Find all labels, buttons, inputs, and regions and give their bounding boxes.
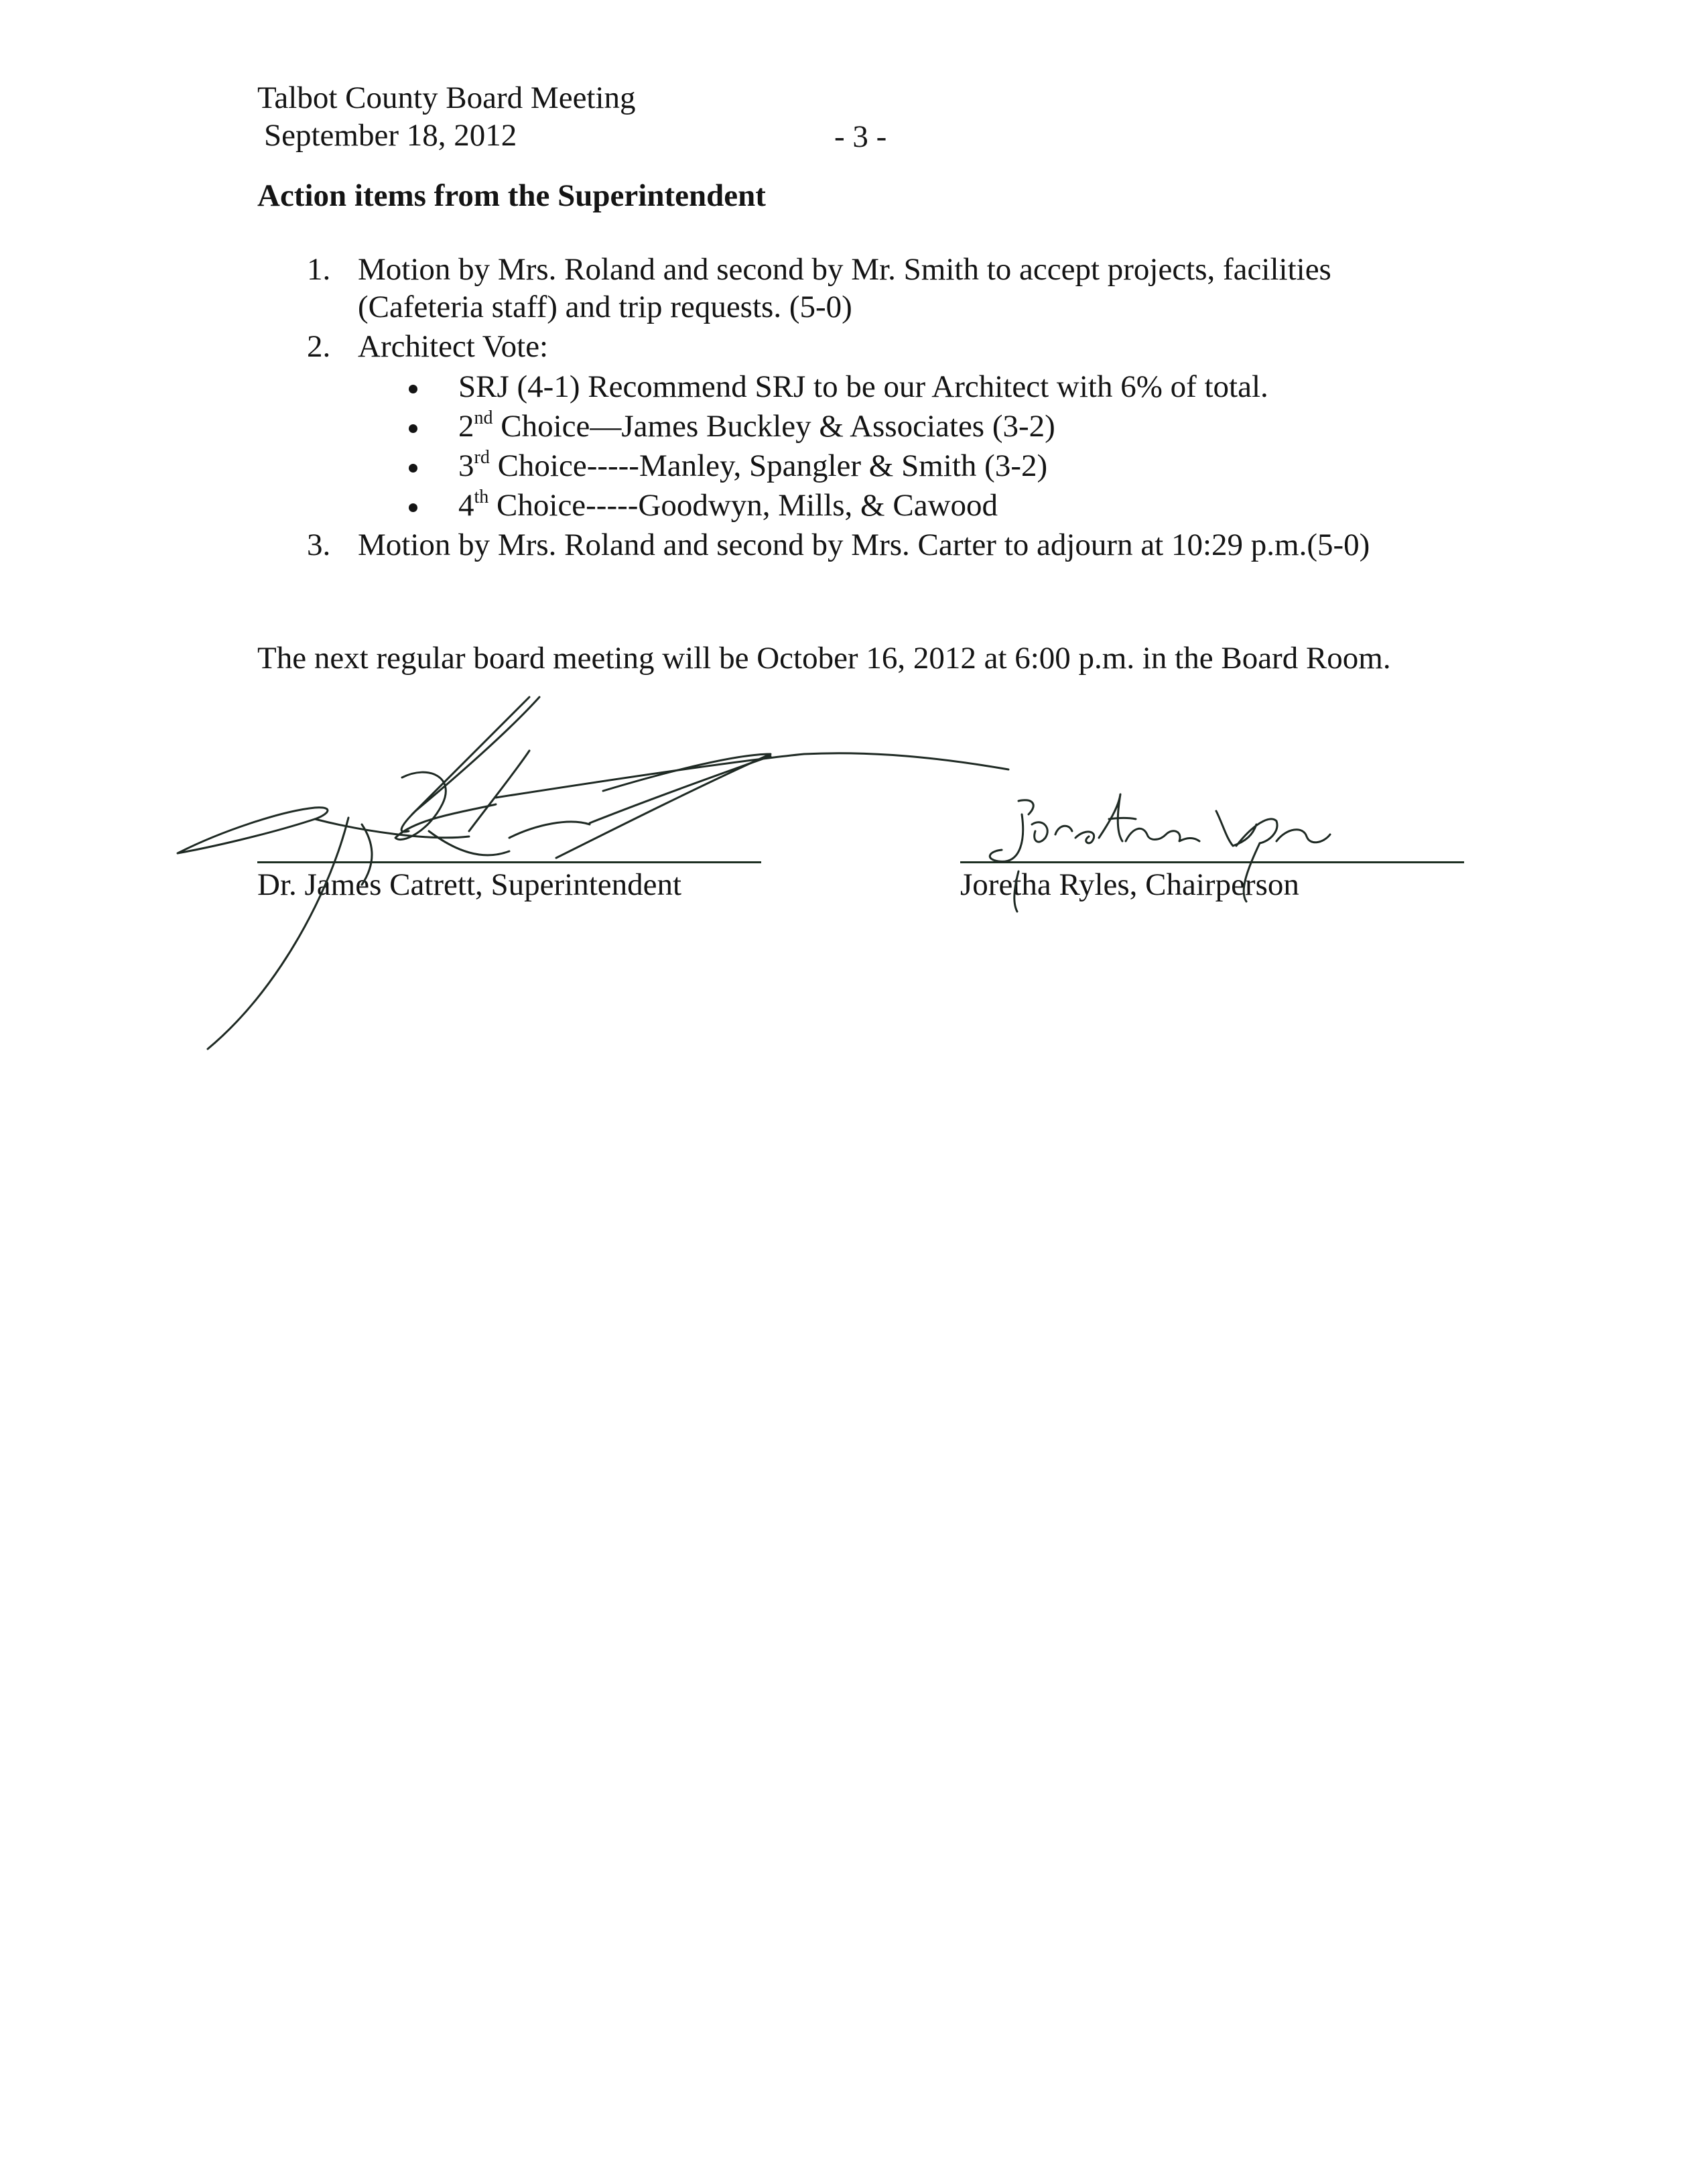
- next-meeting-notice: The next regular board meeting will be October 16, 2012 at 6:00 p.m. in the Board Room.: [257, 641, 1391, 676]
- list-item-number: 2.: [307, 329, 331, 364]
- bullet-text: SRJ (4-1) Recommend SRJ to be our Architect with 6% of total.: [458, 369, 1268, 404]
- section-heading: Action items from the Superintendent: [257, 178, 766, 213]
- signatory-name-chairperson: Joretha Ryles, Chairperson: [960, 867, 1299, 902]
- list-item-text: Motion by Mrs. Roland and second by Mr. Smith to accept projects, facilities: [358, 252, 1331, 287]
- header-meeting-date: September 18, 2012: [264, 118, 517, 153]
- page-number: - 3 -: [834, 119, 887, 154]
- list-item-text-continued: (Cafeteria staff) and trip requests. (5-0): [358, 290, 852, 324]
- header-org-title: Talbot County Board Meeting: [257, 80, 636, 115]
- signatory-name-superintendent: Dr. James Catrett, Superintendent: [257, 867, 682, 902]
- list-item-number: 1.: [307, 252, 331, 287]
- list-item-text: Motion by Mrs. Roland and second by Mrs. Carter to adjourn at 10:29 p.m.(5-0): [358, 527, 1370, 562]
- bullet-text: 4th Choice-----Goodwyn, Mills, & Cawood: [458, 487, 998, 523]
- list-item-number: 3.: [307, 527, 331, 562]
- bullet-text: 2nd Choice—James Buckley & Associates (3-2): [458, 408, 1055, 444]
- bullet-text: 3rd Choice-----Manley, Spangler & Smith (3-2): [458, 447, 1048, 483]
- list-item-text: Architect Vote:: [358, 329, 549, 364]
